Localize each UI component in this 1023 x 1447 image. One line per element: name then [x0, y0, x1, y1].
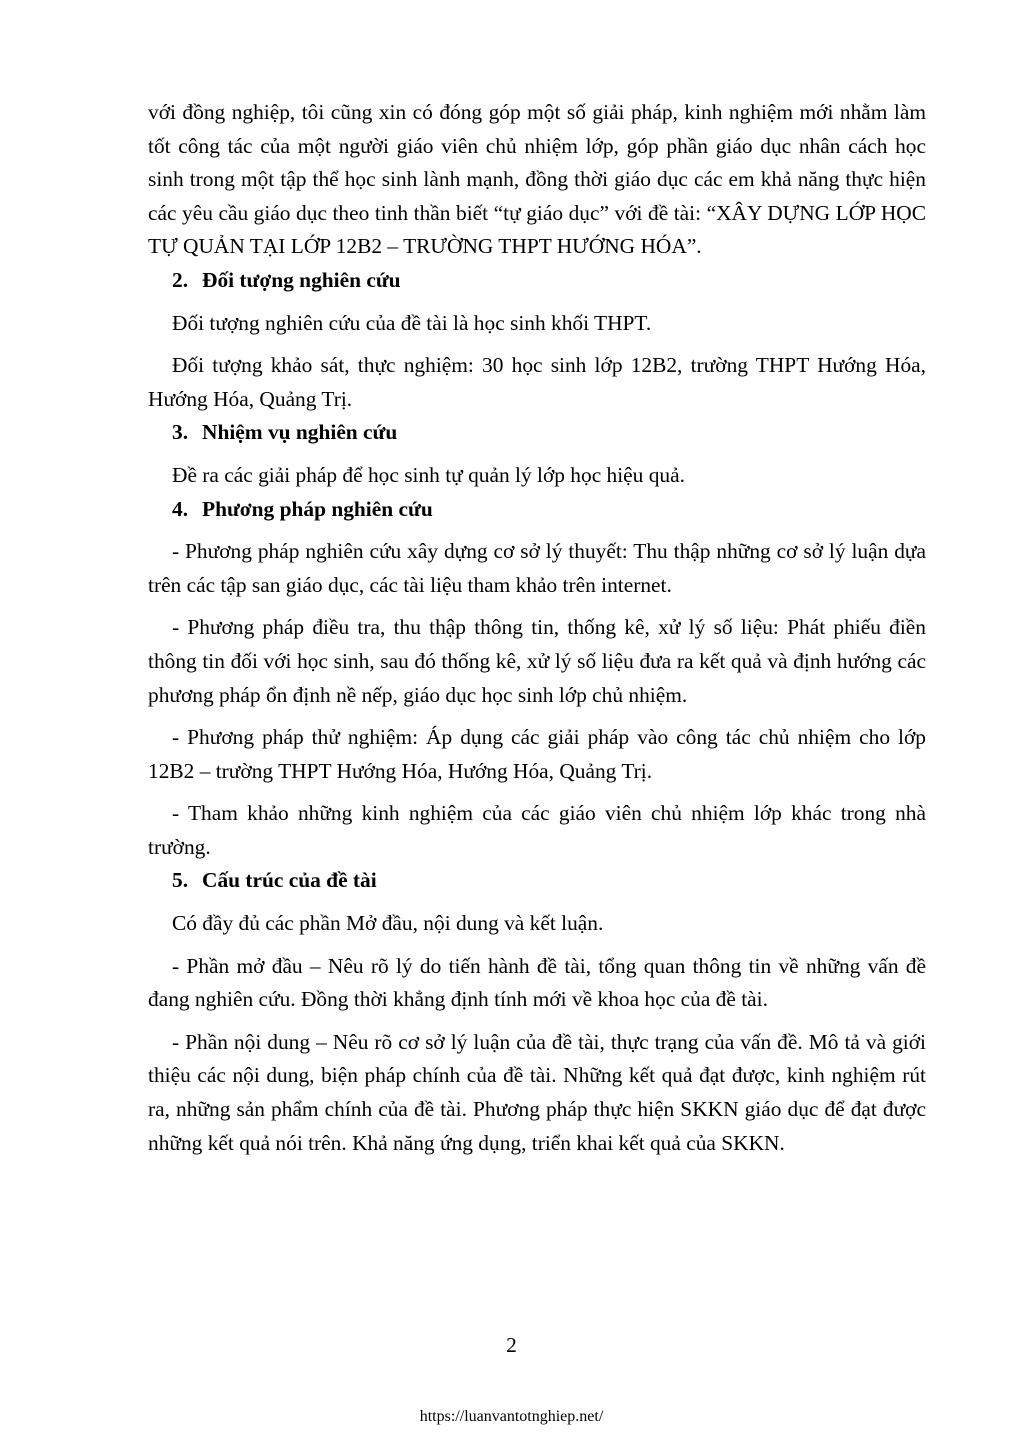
section-number: 5. [172, 868, 189, 893]
section-heading [148, 416, 926, 450]
body-paragraph: - Phương pháp điều tra, thu thập thông tin, thống kê, xử lý số liệu: Phát phiếu điền thông tin đối với học sinh, sau đó thống kê, xử lý số liệu đưa ra kết quả và định hướng các phương pháp ổn định nề nếp, giáo dục học sinh lớp chủ nhiệm. [148, 615, 926, 707]
body-paragraph: - Tham khảo những kinh nghiệm của các giáo viên chủ nhiệm lớp khác trong nhà trường. [148, 801, 926, 859]
section-heading [148, 493, 926, 527]
body-paragraph: Đối tượng khảo sát, thực nghiệm: 30 học sinh lớp 12B2, trường THPT Hướng Hóa, Hướng Hóa, Quảng Trị. [148, 353, 926, 411]
body-paragraph: Đối tượng nghiên cứu của đề tài là học sinh khối THPT. [172, 310, 652, 335]
section-nhiem-vu [148, 416, 926, 492]
body-paragraph: - Phần mở đầu – Nêu rõ lý do tiến hành đề tài, tổng quan thông tin về những vấn đề đang nghiên cứu. Đồng thời khẳng định tính mới về khoa học của đề tài. [148, 953, 926, 1012]
section-number: 4. [172, 496, 189, 521]
body-paragraph: Có đầy đủ các phần Mở đầu, nội dung và kết luận. [172, 911, 604, 936]
body-paragraph: Đề ra các giải pháp để học sinh tự quản lý lớp học hiệu quả. [172, 462, 685, 487]
section-title: Nhiệm vụ nghiên cứu [202, 420, 398, 445]
body-paragraph: - Phương pháp thử nghiệm: Áp dụng các giải pháp vào công tác chủ nhiệm cho lớp 12B2 – trường THPT Hướng Hóa, Hướng Hóa, Quảng Trị. [148, 725, 926, 783]
section-title: Đối tượng nghiên cứu [202, 267, 401, 292]
body-paragraph: - Phần nội dung – Nêu rõ cơ sở lý luận của đề tài, thực trạng của vấn đề. Mô tả và giới thiệu các nội dung, biện pháp chính của đề tài. Những kết quả đạt được, kinh nghiệm rút ra, những sản phẩm chính của đề tài. Phương pháp thực hiện SKKN giáo dục để đạt được những kết quả nói trên. Khả năng ứng dụng, triển khai kết quả của SKKN. [148, 1029, 926, 1155]
footer-url: https://luanvantotnghiep.net/ [419, 1408, 604, 1425]
section-phuong-phap [148, 493, 926, 865]
intro-paragraph: với đồng nghiệp, tôi cũng xin có đóng góp một số giải pháp, kinh nghiệm mới nhằm làm tốt công tác của một người giáo viên chủ nhiệm lớp, góp phần giáo dục nhân cách học sinh trong một tập thể học sinh lành mạnh, đồng thời giáo dục các em khả năng thực hiện các yêu cầu giáo dục theo tinh thần biết “tự giáo dục” với đề tài: “XÂY DỰNG LỚP HỌC TỰ QUẢN TẠI LỚP 12B2 – TRƯỜNG THPT HƯỚNG HÓA”. [148, 100, 926, 259]
section-number: 2. [172, 267, 189, 292]
section-title: Cấu trúc của đề tài [202, 868, 377, 893]
section-heading [148, 864, 926, 898]
section-number: 3. [172, 420, 189, 445]
page-number: 2 [506, 1333, 517, 1357]
section-heading [148, 264, 926, 298]
document-page [148, 96, 926, 1160]
section-title: Phương pháp nghiên cứu [202, 496, 433, 521]
body-paragraph: - Phương pháp nghiên cứu xây dựng cơ sở lý thuyết: Thu thập những cơ sở lý luận dựa trên các tập san giáo dục, các tài liệu tham khảo trên internet. [148, 539, 926, 597]
section-doi-tuong [148, 264, 926, 416]
section-cau-truc [148, 864, 926, 1160]
